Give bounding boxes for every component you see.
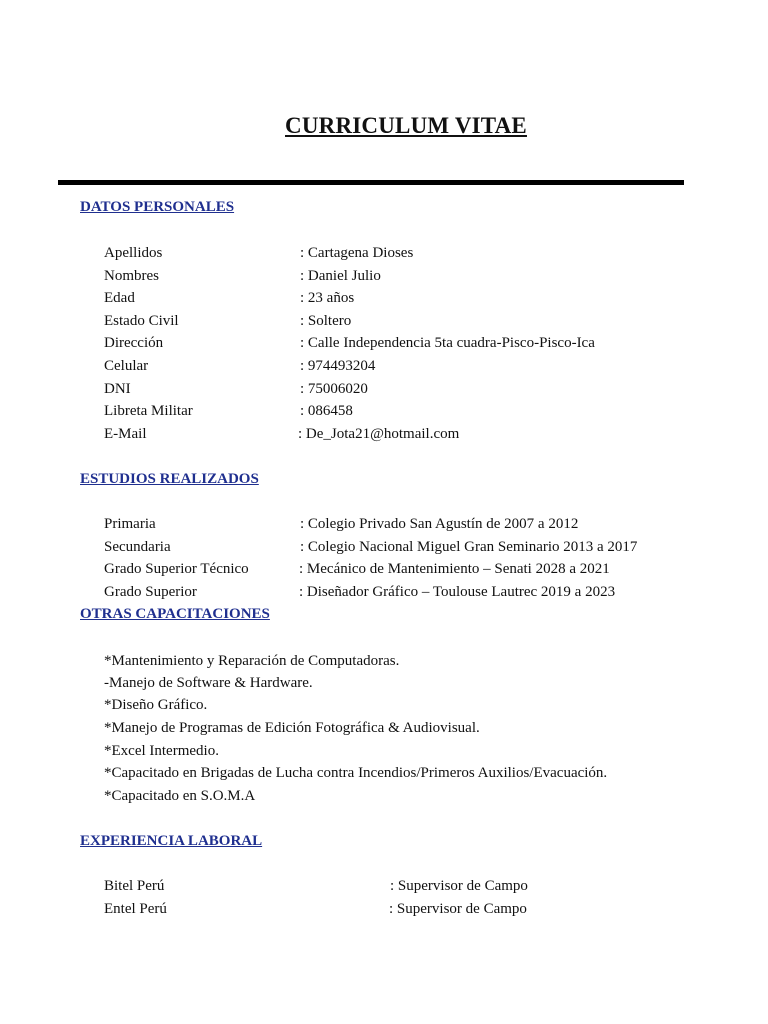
row-value: : Colegio Privado San Agustín de 2007 a 2012 (300, 516, 579, 532)
section-heading-experience: EXPERIENCIA LABORAL (80, 833, 263, 849)
row-value: : 974493204 (300, 358, 376, 374)
training-item: *Mantenimiento y Reparación de Computadoras. (104, 653, 400, 669)
row-value: : Supervisor de Campo (390, 878, 528, 894)
row-value: : 23 años (300, 290, 355, 306)
row-label: E-Mail (104, 426, 147, 442)
row-label: Grado Superior (104, 584, 197, 600)
training-item: *Excel Intermedio. (104, 743, 219, 759)
row-label: Bitel Perú (104, 878, 165, 894)
row-value: : 086458 (300, 403, 353, 419)
training-item: *Manejo de Programas de Edición Fotográfica & Audiovisual. (104, 720, 480, 736)
row-value: : Calle Independencia 5ta cuadra-Pisco-Pisco-Ica (300, 335, 595, 351)
row-label: Grado Superior Técnico (104, 561, 249, 577)
row-label: Apellidos (104, 245, 163, 261)
row-label: Estado Civil (104, 313, 179, 329)
row-label: Libreta Militar (104, 403, 193, 419)
training-item: *Diseño Gráfico. (104, 697, 208, 713)
training-item: *Capacitado en Brigadas de Lucha contra Incendios/Primeros Auxilios/Evacuación. (104, 765, 608, 781)
row-label: Entel Perú (104, 901, 167, 917)
row-label: Secundaria (104, 539, 171, 555)
training-item: *Capacitado en S.O.M.A (104, 788, 256, 804)
header-rule (58, 180, 684, 185)
row-value: : Daniel Julio (300, 268, 381, 284)
row-label: Celular (104, 358, 149, 374)
row-value: : 75006020 (300, 381, 368, 397)
row-label: DNI (104, 381, 131, 397)
section-heading-training: OTRAS CAPACITACIONES (80, 606, 270, 622)
row-value: : De_Jota21@hotmail.com (298, 426, 460, 442)
row-value: : Soltero (300, 313, 352, 329)
page-title: CURRICULUM VITAE (285, 113, 527, 138)
row-label: Edad (104, 290, 135, 306)
row-value: : Mecánico de Mantenimiento – Senati 2028 a 2021 (299, 561, 610, 577)
training-item: -Manejo de Software & Hardware. (104, 675, 313, 691)
row-value: : Supervisor de Campo (389, 901, 527, 917)
row-label: Dirección (104, 335, 164, 351)
row-label: Nombres (104, 268, 159, 284)
section-heading-personal: DATOS PERSONALES (80, 199, 235, 215)
row-value: : Cartagena Dioses (300, 245, 414, 261)
row-label: Primaria (104, 516, 156, 532)
row-value: : Colegio Nacional Miguel Gran Seminario 2013 a 2017 (300, 539, 638, 555)
row-value: : Diseñador Gráfico – Toulouse Lautrec 2019 a 2023 (299, 584, 616, 600)
section-heading-studies: ESTUDIOS REALIZADOS (80, 471, 259, 487)
